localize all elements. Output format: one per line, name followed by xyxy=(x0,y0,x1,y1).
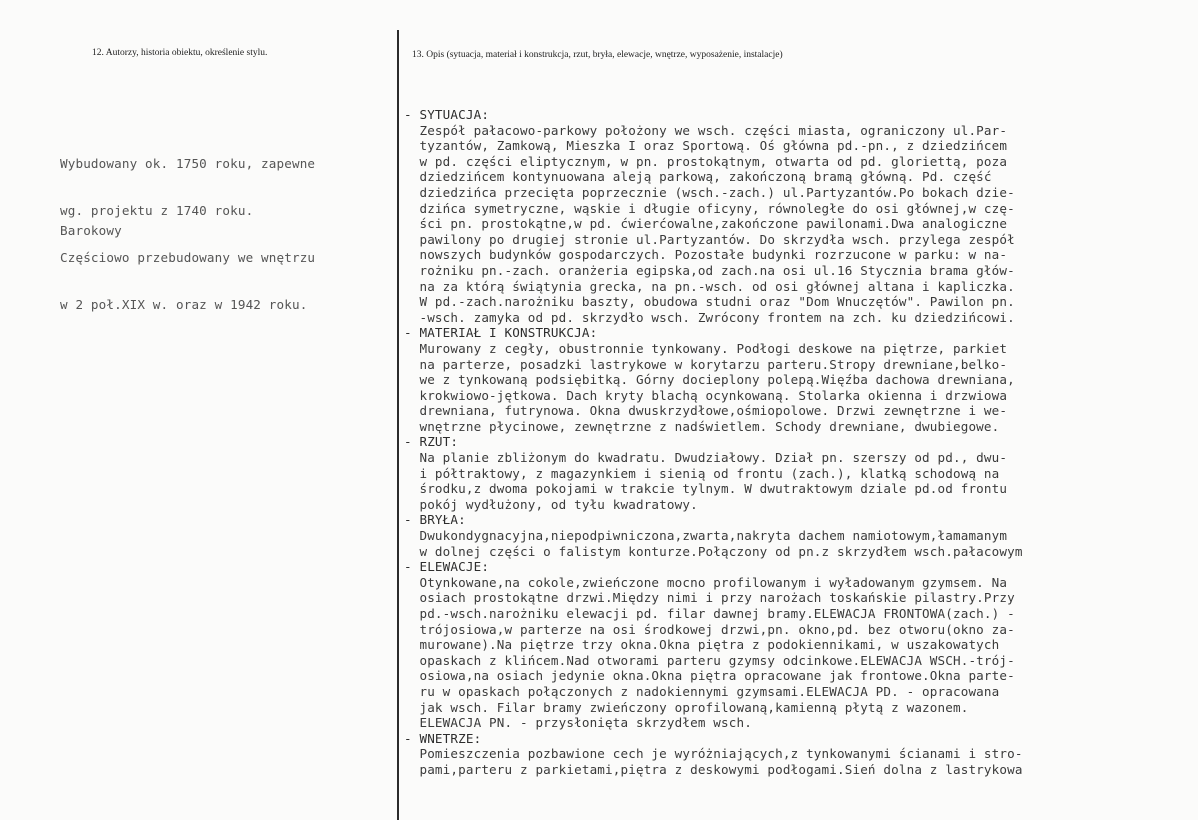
description-line: Dwukondygnacyjna,niepodpiwniczona,zwarta,nakryta dachem namiotowym,łamamanym xyxy=(404,528,1008,544)
description-line: drewniana, futrynowa. Okna dwuskrzydłowe,ośmiopolowe. Drzwi zewnętrzne i we- xyxy=(404,403,1008,419)
history-line: w 2 poł.XIX w. oraz w 1942 roku. xyxy=(60,296,308,312)
description-line: dzińca symetryczne, wąskie i długie oficyny, równoległe do osi głównej,w czę- xyxy=(404,200,1015,216)
section-heading: - ELEWACJE: xyxy=(404,559,490,575)
description-line: -wsch. zamyka od pd. skrzydło wsch. Zwrócony frontem na zch. ku dziedzińcowi. xyxy=(404,309,1015,325)
description-line: nowszych budynków gospodarczych. Pozostałe budynki rozrzucone w parku: w na- xyxy=(404,247,1008,263)
description-line: ści pn. prostokątne,w pd. ćwierćowalne,zakończone pawilonami.Dwa analogiczne xyxy=(404,216,1008,232)
description-line: murowane).Na piętrze trzy okna.Okna piętra z podokiennikami, w uszakowatych xyxy=(404,637,1000,653)
description-line: Zespół pałacowo-parkowy położony we wsch. części miasta, ograniczony ul.Par- xyxy=(404,122,1008,138)
description-line: we z tynkowaną podsiębitką. Górny docieplony polepą.Więźba dachowa drewniana, xyxy=(404,372,1015,388)
description-line: opaskach z klińcem.Nad otworami parteru gzymsy odcinkowe.ELEWACJA WSCH.-trój- xyxy=(404,652,1015,668)
description-line: W pd.-zach.narożniku baszty, obudowa studni oraz "Dom Wnuczętów". Pawilon pn. xyxy=(404,294,1015,310)
description-text xyxy=(404,107,1198,778)
description-line: ELEWACJA PN. - przysłonięta skrzydłem wsch. xyxy=(404,715,752,731)
history-line: wg. projektu z 1740 roku. xyxy=(60,202,254,218)
description-line: i półtraktowy, z magazynkiem i sienią od frontu (zach.), klatką schodową na xyxy=(404,465,1000,481)
description-line: krokwiowo-jętkowa. Dach kryty blachą ocynkowaną. Stolarka okienna i drzwiowa xyxy=(404,387,1008,403)
description-line: na za którą świątynia grecka, na pn.-wsch. od osi głównej altana i kapliczka. xyxy=(404,278,1015,294)
section-heading: - WNETRZE: xyxy=(404,730,482,746)
column-divider xyxy=(397,30,399,820)
description-line: środku,z dwoma pokojami w trakcie tylnym. W dwutraktowym dziale pd.od frontu xyxy=(404,481,1008,497)
section-heading: - SYTUACJA: xyxy=(404,107,490,122)
description-line: Na planie zbliżonym do kwadratu. Dwudziałowy. Dział pn. szerszy od pd., dwu- xyxy=(404,450,1008,466)
description-line: ru w opaskach połączonych z nadokiennymi gzymsami.ELEWACJA PD. - opracowana xyxy=(404,683,1000,699)
description-line: osiach prostokątne drzwi.Między nimi i przy narożach toskańskie pilastry.Przy xyxy=(404,590,1015,606)
description-line: pawilony po drugiej stronie ul.Partyzantów. Do skrzydła wsch. przylega zespół xyxy=(404,231,1015,247)
history-line: Częściowo przebudowany we wnętrzu xyxy=(60,249,316,265)
description-line: na parterze, posadzki lastrykowe w korytarzu parteru.Stropy drewniane,belko- xyxy=(404,356,1008,372)
section-heading: - RZUT: xyxy=(404,434,459,450)
description-line: osiowa,na osiach jedynie okna.Okna piętra opracowane jak frontowe.Okna parte- xyxy=(404,668,1015,684)
description-line: dziedzińca przecięta poprzecznie (wsch.-zach.) ul.Partyzantów.Po bokach dzie- xyxy=(404,184,1015,200)
description-line: jak wsch. Filar bramy zwieńczony oprofilowaną,kamienną płytą z wazonem. xyxy=(404,699,969,715)
description-line: Pomieszczenia pozbawione cech je wyróżniających,z tynkowanymi ścianami i stro- xyxy=(404,746,1023,762)
description-line: pokój wydłużony, od tyłu kwadratowy. xyxy=(404,496,698,512)
description-line: trójosiowa,w parterze na osi środkowej drzwi,pn. okno,pd. bez otworu(okno za- xyxy=(404,621,1015,637)
description-line: pd.-wsch.narożniku elewacji pd. filar dawnej bramy.ELEWACJA FRONTOWA(zach.) - xyxy=(404,606,1015,621)
description-line: dziedzińcem kontynuowana aleją parkową, zakończoną bramą główną. Pd. część xyxy=(404,169,992,185)
description-line: wnętrzne płycinowe, zewnętrzne z nadświetlem. Schody drewniane, dwubiegowe. xyxy=(404,418,1000,434)
field-label-description: 13. Opis (sytuacja, materiał i konstrukcja, rzut, bryła, elewacje, wnętrze, wyposażenie, instalacje) xyxy=(412,50,783,60)
description-line: w pd. części eliptycznym, w pn. prostokątnym, otwarta od pd. gloriettą, poza xyxy=(404,153,1008,169)
description-line: w dolnej części o falistym konturze.Połączony od pn.z skrzydłem wsch.pałacowym xyxy=(404,543,1023,559)
field-label-authors-history: 12. Autorzy, historia obiektu, określenie stylu. xyxy=(92,48,268,58)
description-line: Otynkowane,na cokole,zwieńczone mocno profilowanym i wyładowanym gzymsem. Na xyxy=(404,574,1008,590)
description-line: pami,parteru z parkietami,piętra z deskowymi podłogami.Sień dolna z lastrykowa xyxy=(404,761,1023,777)
section-heading: - MATERIAŁ I KONSTRUKCJA: xyxy=(404,325,598,341)
description-line: rożniku pn.-zach. oranżeria egipska,od zach.na osi ul.16 Stycznia brama głów- xyxy=(404,262,1015,278)
description-line: tyzantów, Zamkową, Mieszka I oraz Sportową. Oś główna pd.-pn., z dziedzińcem xyxy=(404,138,1008,154)
description-line: Murowany z cegły, obustronnie tynkowany. Podłogi deskowe na piętrze, parkiet xyxy=(404,340,1008,356)
history-line: Wybudowany ok. 1750 roku, zapewne xyxy=(60,156,316,172)
section-heading: - BRYŁA: xyxy=(404,512,466,528)
style-value: Barokowy xyxy=(60,223,122,238)
